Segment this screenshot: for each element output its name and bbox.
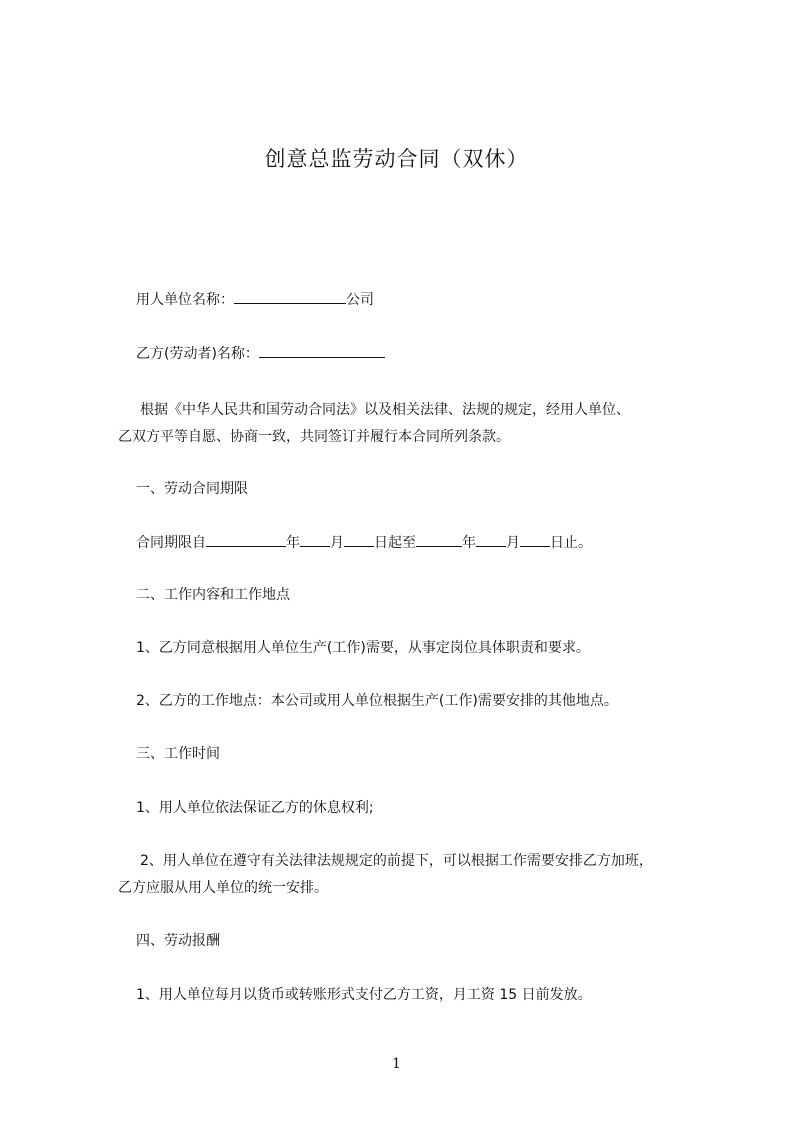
term-end-month-blank [476,531,506,547]
employee-name-line [118,342,736,366]
term-start-day-blank [344,531,374,547]
section1-heading: 一、劳动合同期限 [136,481,248,497]
intro-line-1: 根据《中华人民共和国劳动合同法》以及相关法律、法规的规定，经用人单位、 [140,402,630,418]
section2-item-2: 2、乙方的工作地点：本公司或用人单位根据生产(工作)需要安排的其他地点。 [136,693,618,709]
section3-item-2-line-1: 2、用人单位在遵守有关法律法规规定的前提下，可以根据工作需要安排乙方加班， [140,853,653,869]
term-start-month-blank [300,531,330,547]
term-prefix: 合同期限自 [136,535,206,551]
section2-item-1: 1、乙方同意根据用人单位生产(工作)需要，从事定岗位具体职责和要求。 [136,640,590,656]
term-end-day-blank [520,531,550,547]
employer-name-line [118,288,736,312]
employer-label: 用人单位名称： [136,292,234,308]
term-month-label-2: 月 [506,535,520,551]
employer-suffix: 公司 [346,292,374,308]
term-end-label: 日止。 [550,535,592,551]
contract-term-line [118,531,736,555]
employer-name-blank [234,288,346,304]
intro-line-2: 乙双方平等自愿、协商一致，共同签订并履行本合同所列条款。 [118,429,510,445]
section3-item-1: 1、用人单位依法保证乙方的休息权利; [136,800,374,816]
section2-heading: 二、工作内容和工作地点 [136,587,290,603]
term-month-label-1: 月 [330,535,344,551]
term-year-label-2: 年 [462,535,476,551]
section4-item-1: 1、用人单位每月以货币或转账形式支付乙方工资，月工资 15 日前发放。 [136,987,592,1003]
section3-heading: 三、工作时间 [136,746,220,762]
employee-label: 乙方(劳动者)名称： [136,346,259,362]
employee-name-blank [259,342,385,358]
page-number: 1 [392,1056,401,1072]
term-day-to-label: 日起至 [374,535,416,551]
document-title: 创意总监劳动合同（双休） [264,147,529,171]
section3-item-2-line-2: 乙方应服从用人单位的统一安排。 [118,880,328,896]
term-start-year-blank [206,531,286,547]
term-end-year-blank [416,531,462,547]
section4-heading: 四、劳动报酬 [136,933,220,949]
term-year-label-1: 年 [286,535,300,551]
